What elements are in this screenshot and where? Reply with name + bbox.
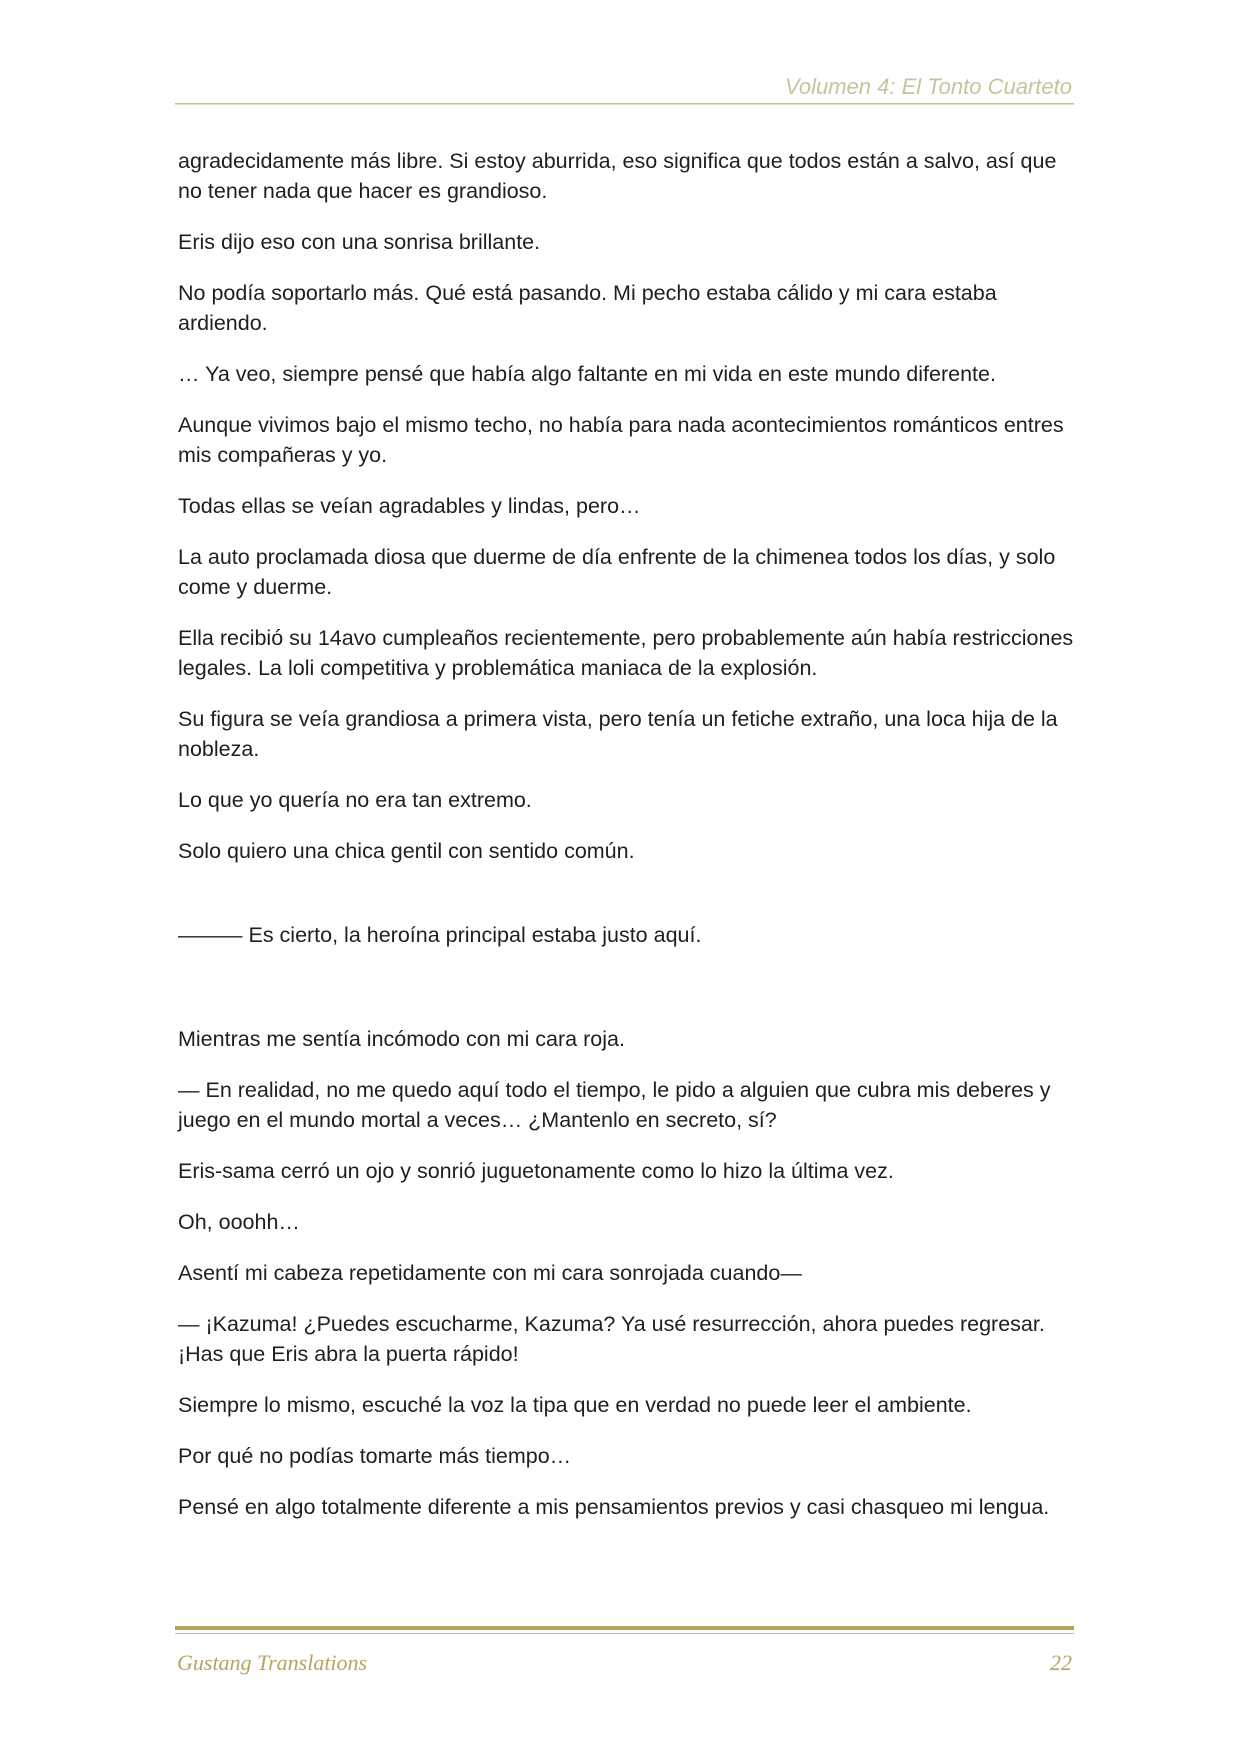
paragraph: agradecidamente más libre. Si estoy aburrida, eso significa que todos están a salvo, así que no tener nada que hacer es grandioso. bbox=[178, 149, 1057, 203]
paragraph-scene-break: ——— Es cierto, la heroína principal estaba justo aquí. bbox=[178, 923, 702, 947]
paragraph: Oh, ooohh… bbox=[178, 1210, 300, 1234]
page-header bbox=[175, 70, 1074, 106]
paragraph: Eris dijo eso con una sonrisa brillante. bbox=[178, 230, 541, 254]
paragraph: Por qué no podías tomarte más tiempo… bbox=[178, 1444, 572, 1468]
page-body bbox=[178, 146, 1078, 1543]
paragraph: Asentí mi cabeza repetidamente con mi cara sonrojada cuando— bbox=[178, 1261, 802, 1285]
paragraph: Aunque vivimos bajo el mismo techo, no había para nada acontecimientos románticos entres mis compañeras y yo. bbox=[178, 413, 1064, 467]
paragraph: Ella recibió su 14avo cumpleaños recientemente, pero probablemente aún había restricciones legales. La loli competitiva y problemática maniaca de la explosión. bbox=[178, 626, 1074, 680]
footer-credit: Gustang Translations bbox=[177, 1650, 368, 1675]
footer-rule bbox=[175, 1626, 1074, 1630]
paragraph: Su figura se veía grandiosa a primera vista, pero tenía un fetiche extraño, una loca hija de la nobleza. bbox=[178, 707, 1058, 761]
paragraph: La auto proclamada diosa que duerme de día enfrente de la chimenea todos los días, y solo come y duerme. bbox=[178, 545, 1056, 599]
paragraph: — ¡Kazuma! ¿Puedes escucharme, Kazuma? Ya usé resurrección, ahora puedes regresar. ¡Has que Eris abra la puerta rápido! bbox=[178, 1312, 1045, 1366]
header-rule bbox=[175, 103, 1074, 105]
header-title: Volumen 4: El Tonto Cuarteto bbox=[785, 74, 1072, 99]
paragraph: — En realidad, no me quedo aquí todo el tiempo, le pido a alguien que cubra mis deberes y juego en el mundo mortal a veces… ¿Mantenlo en secreto, sí? bbox=[178, 1078, 1051, 1132]
paragraph: Eris-sama cerró un ojo y sonrió juguetonamente como lo hizo la última vez. bbox=[178, 1159, 894, 1183]
page-number: 22 bbox=[1050, 1650, 1072, 1675]
paragraph: … Ya veo, siempre pensé que había algo faltante en mi vida en este mundo diferente. bbox=[178, 362, 996, 386]
paragraph: Pensé en algo totalmente diferente a mis pensamientos previos y casi chasqueo mi lengua. bbox=[178, 1495, 1050, 1519]
paragraph: Solo quiero una chica gentil con sentido común. bbox=[178, 839, 635, 863]
footer-rule-thin bbox=[175, 1633, 1074, 1634]
page-footer bbox=[175, 1626, 1074, 1686]
paragraph: Mientras me sentía incómodo con mi cara roja. bbox=[178, 1027, 625, 1051]
paragraph: Todas ellas se veían agradables y lindas, pero… bbox=[178, 494, 641, 518]
paragraph: No podía soportarlo más. Qué está pasando. Mi pecho estaba cálido y mi cara estaba ardiendo. bbox=[178, 281, 997, 335]
paragraph: Siempre lo mismo, escuché la voz la tipa que en verdad no puede leer el ambiente. bbox=[178, 1393, 972, 1417]
paragraph: Lo que yo quería no era tan extremo. bbox=[178, 788, 532, 812]
